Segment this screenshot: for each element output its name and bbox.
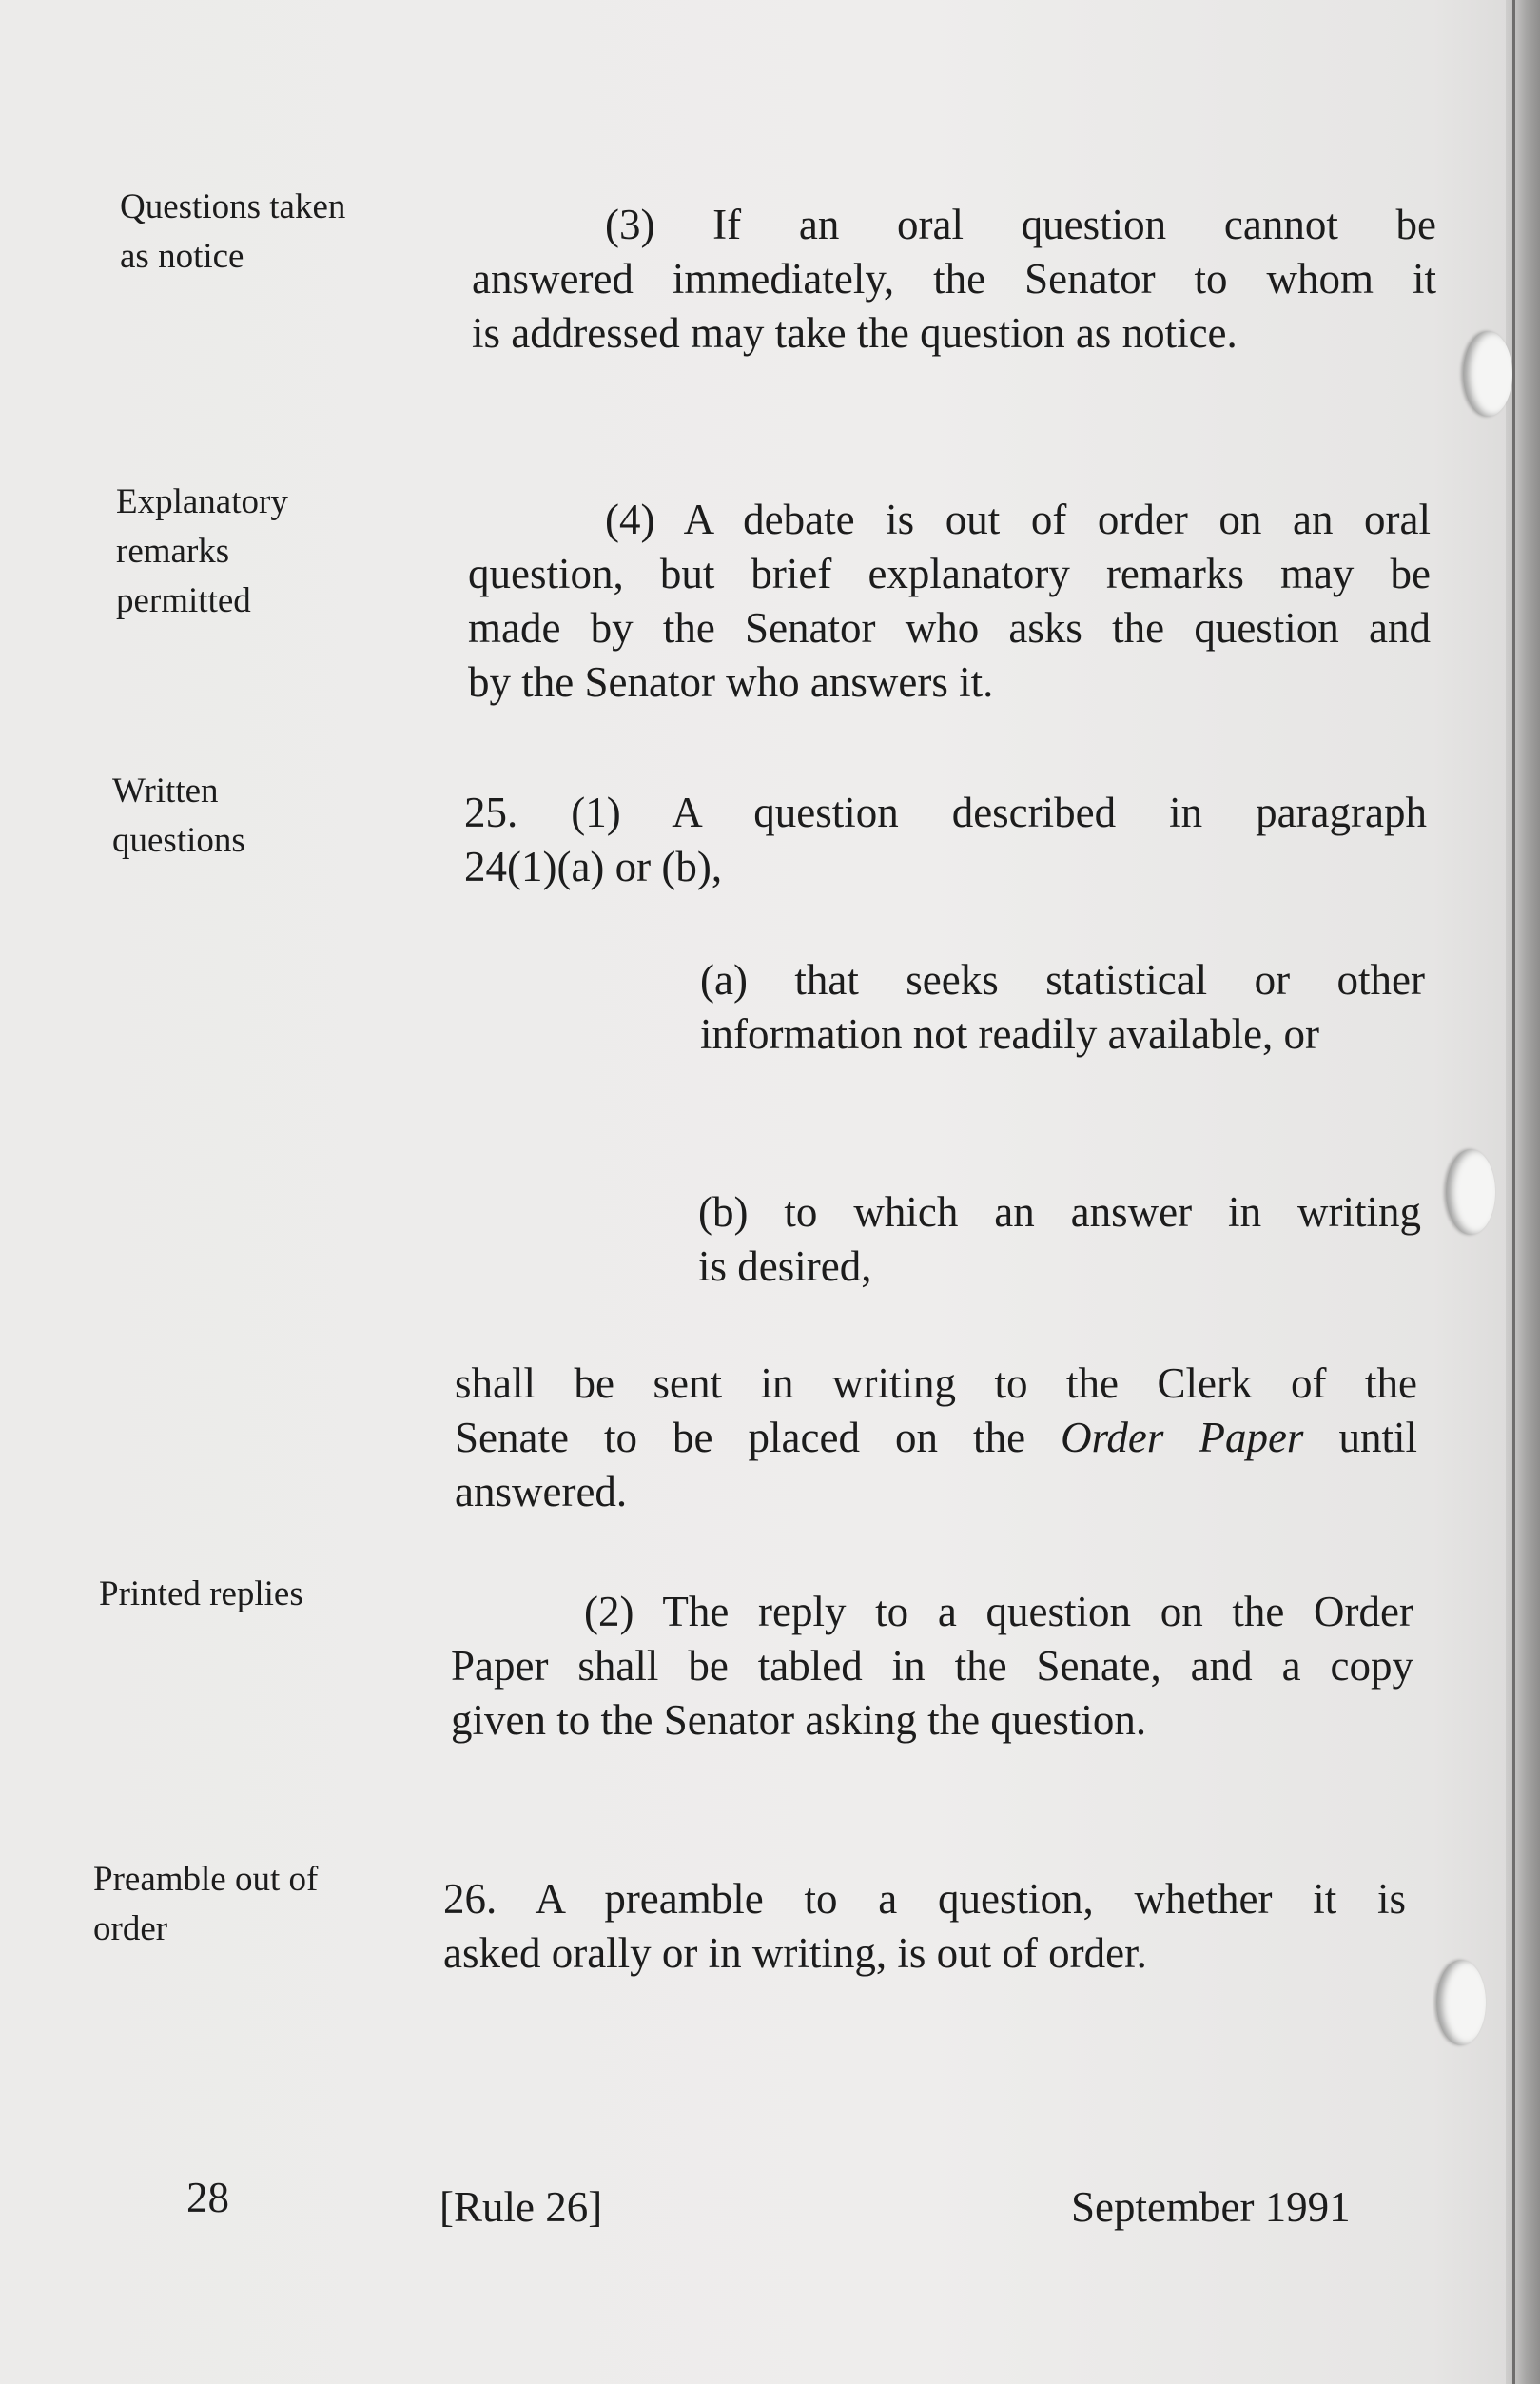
text-line: answered immediately, the Senator to whom it xyxy=(472,255,1436,303)
text-fragment: until xyxy=(1338,1414,1417,1461)
text-line: (b) to which an answer in writing xyxy=(698,1188,1421,1236)
text-line: given to the Senator asking the question. xyxy=(451,1696,1147,1744)
rule-25-1-b xyxy=(698,1185,1421,1294)
margin-note-preamble-out-of-order xyxy=(93,1855,318,1954)
text-line: (4) A debate is out of order on an oral xyxy=(605,496,1431,543)
text-line xyxy=(455,1411,1417,1465)
paragraph-3 xyxy=(472,198,1436,361)
text-fragment: Senate to be placed on the xyxy=(455,1414,1026,1461)
text-line: (2) The reply to a question on the Order xyxy=(584,1588,1413,1635)
rule-reference: [Rule 26] xyxy=(439,2183,603,2231)
margin-note-line: questions xyxy=(112,821,245,860)
binder-hole-bottom xyxy=(1436,1960,1486,2045)
text-line: is desired, xyxy=(698,1242,872,1290)
rule-25-1-a xyxy=(700,953,1425,1062)
page-number: 28 xyxy=(186,2174,229,2221)
text-line: by the Senator who answers it. xyxy=(468,658,994,706)
margin-note-questions-taken-as-notice xyxy=(120,183,345,282)
text-line: question, but brief explanatory remarks may be xyxy=(468,550,1431,597)
margin-note-line: as notice xyxy=(120,237,244,276)
paragraph-4 xyxy=(468,493,1431,710)
text-line: 24(1)(a) or (b), xyxy=(464,843,723,890)
margin-note-line: order xyxy=(93,1909,168,1948)
margin-note-line: Preamble out of xyxy=(93,1860,319,1899)
text-line: shall be sent in writing to the Clerk of the xyxy=(455,1359,1417,1407)
rule-25-2 xyxy=(451,1585,1413,1748)
text-line: 25. (1) A question described in paragraph xyxy=(464,789,1427,836)
margin-note-line: Questions taken xyxy=(120,187,346,226)
publication-date: September 1991 xyxy=(1071,2183,1351,2231)
margin-note-printed-replies xyxy=(99,1570,303,1619)
margin-note-explanatory-remarks xyxy=(116,478,288,626)
text-line: (3) If an oral question cannot be xyxy=(605,201,1436,248)
text-line: is addressed may take the question as notice. xyxy=(472,309,1238,357)
margin-note-line: Explanatory xyxy=(116,482,288,521)
binder-hole-middle xyxy=(1446,1149,1495,1235)
rule-25-1 xyxy=(464,786,1427,894)
margin-note-line: Printed replies xyxy=(99,1574,303,1613)
text-line: Paper shall be tabled in the Senate, and a copy xyxy=(451,1642,1413,1690)
text-line: asked orally or in writing, is out of order. xyxy=(443,1929,1147,1977)
order-paper-italic: Order Paper xyxy=(1061,1414,1304,1461)
margin-note-line: Written xyxy=(112,772,219,811)
text-line: (a) that seeks statistical or other xyxy=(700,956,1425,1004)
text-line: made by the Senator who asks the question and xyxy=(468,604,1431,652)
page-edge-line xyxy=(1512,0,1515,2384)
binder-hole-top xyxy=(1463,331,1512,417)
text-line: information not readily available, or xyxy=(700,1010,1320,1058)
text-line: 26. A preamble to a question, whether it is xyxy=(443,1875,1406,1923)
margin-note-written-questions xyxy=(112,767,245,866)
rule-25-1-shall xyxy=(455,1357,1417,1519)
margin-note-line: remarks xyxy=(116,532,230,571)
margin-note-line: permitted xyxy=(116,581,251,620)
page-edge xyxy=(1506,0,1540,2384)
text-line: answered. xyxy=(455,1468,628,1515)
rule-26 xyxy=(443,1872,1406,1981)
